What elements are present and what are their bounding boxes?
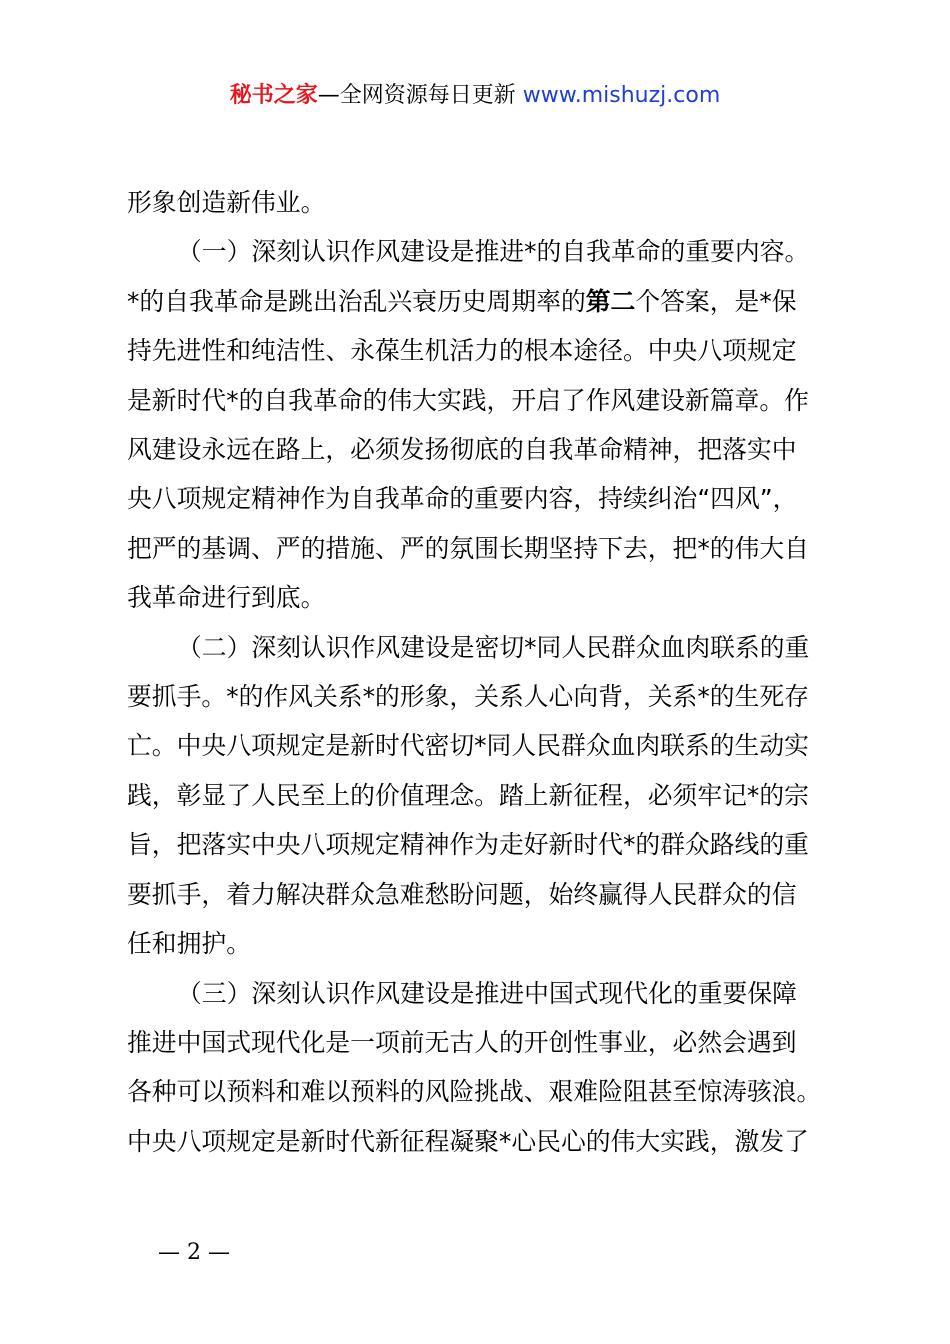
text-line: 我革命进行到底。	[127, 583, 326, 613]
text-line: 践，彰显了人民至上的价值理念。踏上新征程，必须牢记*的宗	[127, 780, 809, 810]
site-url[interactable]: www.mishuzj.com	[522, 83, 721, 108]
text-line: 是新时代*的自我革命的伟大实践，开启了作风建设新篇章。作	[127, 385, 809, 415]
text-line: 要抓手，着力解决群众急难愁盼问题，始终赢得人民群众的信	[127, 879, 797, 909]
text-line: 要抓手。*的作风关系*的形象，关系人心向背，关系*的生死存	[127, 682, 809, 712]
text-line: 推进中国式现代化是一项前无古人的开创性事业，必然会遇到	[127, 1027, 797, 1057]
document-body	[127, 178, 839, 1166]
header-tagline: —全网资源每日更新	[317, 83, 523, 108]
text-line: 风建设永远在路上，必须发扬彻底的自我革命精神，把落实中	[127, 435, 797, 465]
text-line: 亡。中央八项规定是新时代密切*同人民群众血肉联系的生动实	[127, 731, 809, 761]
text-line: 任和拥护。	[127, 929, 251, 959]
bold-text: 第二	[585, 286, 636, 316]
text-line: 旨，把落实中央八项规定精神作为走好新时代*的群众路线的重	[127, 830, 809, 860]
brand-name: 秘书之家	[229, 83, 318, 108]
text-line: 中央八项规定是新时代新征程凝聚*心民心的伟大实践，激发了	[127, 1126, 809, 1156]
text-line: *的自我革命是跳出治乱兴衰历史周期率的第二个答案，是*保	[127, 286, 797, 316]
page-number: — 2 —	[158, 1240, 230, 1265]
section-heading-2: （二）深刻认识作风建设是密切*同人民群众血肉联系的重	[177, 632, 810, 662]
section-heading-1: （一）深刻认识作风建设是推进*的自我革命的重要内容。	[177, 237, 810, 267]
text-line: 央八项规定精神作为自我革命的重要内容，持续纠治“四风”，	[127, 484, 798, 514]
text-line: 持先进性和纯洁性、永葆生机活力的根本途径。中央八项规定	[127, 336, 797, 366]
section-heading-3: （三）深刻认识作风建设是推进中国式现代化的重要保障	[177, 978, 797, 1008]
text-line: 把严的基调、严的措施、严的氛围长期坚持下去，把*的伟大自	[127, 533, 809, 563]
page-header	[0, 80, 950, 112]
text-line: 形象创造新伟业。	[127, 188, 326, 217]
text-line: 各种可以预料和难以预料的风险挑战、艰难险阻甚至惊涛骇浪。	[127, 1077, 822, 1107]
